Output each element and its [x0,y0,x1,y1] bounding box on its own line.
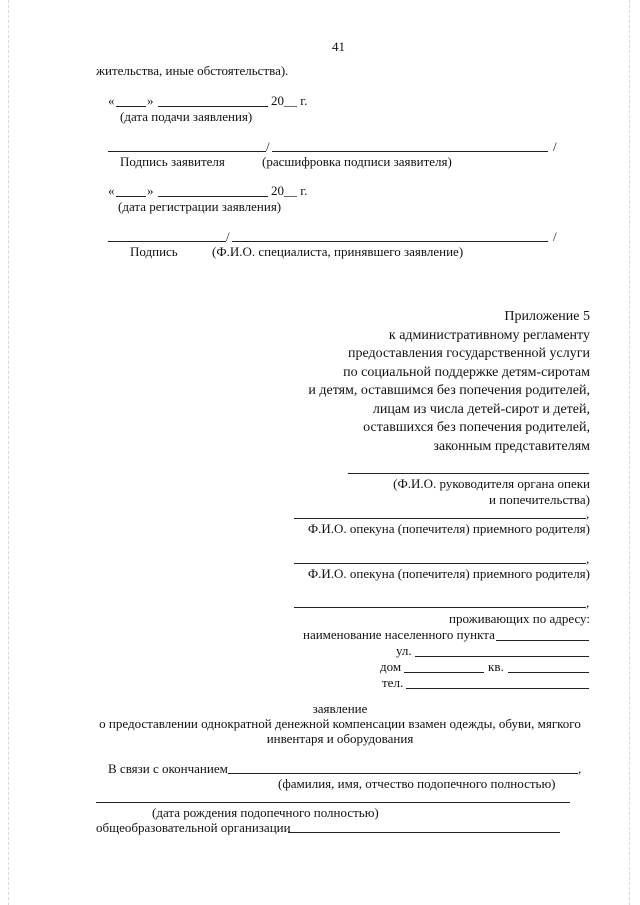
phone-label: тел. [382,675,404,690]
guardian-1-caption: Ф.И.О. опекуна (попечителя) приемного родителя) [307,521,590,536]
applicant-signature-caption: Подпись заявителя [120,154,225,169]
date-filed-month-field[interactable] [158,106,268,107]
locality-label: наименование населенного пункта [303,627,495,642]
slash-3: / [226,229,230,244]
house-label: дом [380,659,402,674]
slash-1: / [266,139,270,154]
date-registered-close-quote: » [147,183,154,198]
appendix-line: по социальной поддержке детям-сиротам [343,364,590,380]
date-filed-caption: (дата подачи заявления) [120,109,253,124]
appendix-line: лицам из числа детей-сирот и детей, [372,401,590,417]
slash-2: / [553,139,557,154]
intro-tail: жительства, иные обстоятельства). [96,63,289,78]
applicant-decoding-caption: (расшифровка подписи заявителя) [262,154,452,169]
statement-subject-2: инвентаря и оборудования [266,731,414,746]
page-number: 41 [332,39,345,54]
scan-edge-right [629,0,630,905]
specialist-name-field[interactable] [232,241,548,242]
appendix-line: к административному регламенту [388,327,590,343]
statement-title: заявление [312,701,368,716]
head-caption-2: и попечительства) [489,492,590,507]
locality-field[interactable] [496,640,589,641]
appendix-line: Приложение 5 [504,309,590,324]
statement-subject-1: о предоставлении однократной денежной компенсации взамен одежды, обуви, мягкого [99,716,581,731]
scan-edge-left [8,0,9,905]
specialist-signature-caption: Подпись [130,244,178,259]
applicant-decoding-field[interactable] [272,151,548,152]
date-filed-close-quote: » [147,93,154,108]
guardian-2-caption: Ф.И.О. опекуна (попечителя) приемного родителя) [307,566,590,581]
date-registered-month-field[interactable] [158,196,268,197]
house-field[interactable] [404,672,484,673]
ward-name-caption: (фамилия, имя, отчество подопечного полностью) [278,776,556,791]
comma-4: , [578,761,582,776]
appendix-line: и детям, оставшимся без попечения родителей, [308,383,590,398]
date-filed-year: 20__ г. [271,93,308,108]
specialist-signature-field[interactable] [108,241,226,242]
date-registered-open-quote: « [108,183,115,198]
date-registered-caption: (дата регистрации заявления) [118,199,282,214]
ward-birth-caption: (дата рождения подопечного полностью) [152,805,379,820]
apt-label: кв. [488,659,504,674]
date-filed-open-quote: « [108,93,115,108]
school-field[interactable] [288,832,560,833]
slash-4: / [553,229,557,244]
ward-birth-field[interactable] [96,802,570,803]
phone-field[interactable] [406,688,589,689]
apt-field[interactable] [508,672,589,673]
appendix-line: предоставления государственной услуги [348,346,590,361]
specialist-name-caption: (Ф.И.О. специалиста, принявшего заявление) [212,244,464,259]
date-registered-year: 20__ г. [271,183,308,198]
date-filed-day-field[interactable] [116,106,146,107]
appendix-block [230,308,590,456]
residing-label: проживающих по адресу: [449,611,590,626]
school-label: общеобразовательной организации [96,820,291,835]
guardian-1-name-field[interactable] [294,518,586,519]
guardian-2-name-field[interactable] [294,563,586,564]
in-connection-label: В связи с окончанием [108,761,228,776]
date-registered-day-field[interactable] [116,196,146,197]
ward-name-field[interactable] [228,773,578,774]
appendix-line: оставшихся без попечения родителей, [363,420,590,435]
applicant-signature-field[interactable] [108,151,266,152]
head-caption-1: (Ф.И.О. руководителя органа опеки [393,476,590,491]
street-label: ул. [396,643,412,658]
street-field[interactable] [415,656,589,657]
head-name-field[interactable] [348,473,589,474]
comma-1: , [586,506,590,521]
appendix-line: законным представителям [433,438,590,454]
address-extra-field[interactable] [294,607,586,608]
comma-2: , [586,551,590,566]
comma-3: , [586,595,590,610]
